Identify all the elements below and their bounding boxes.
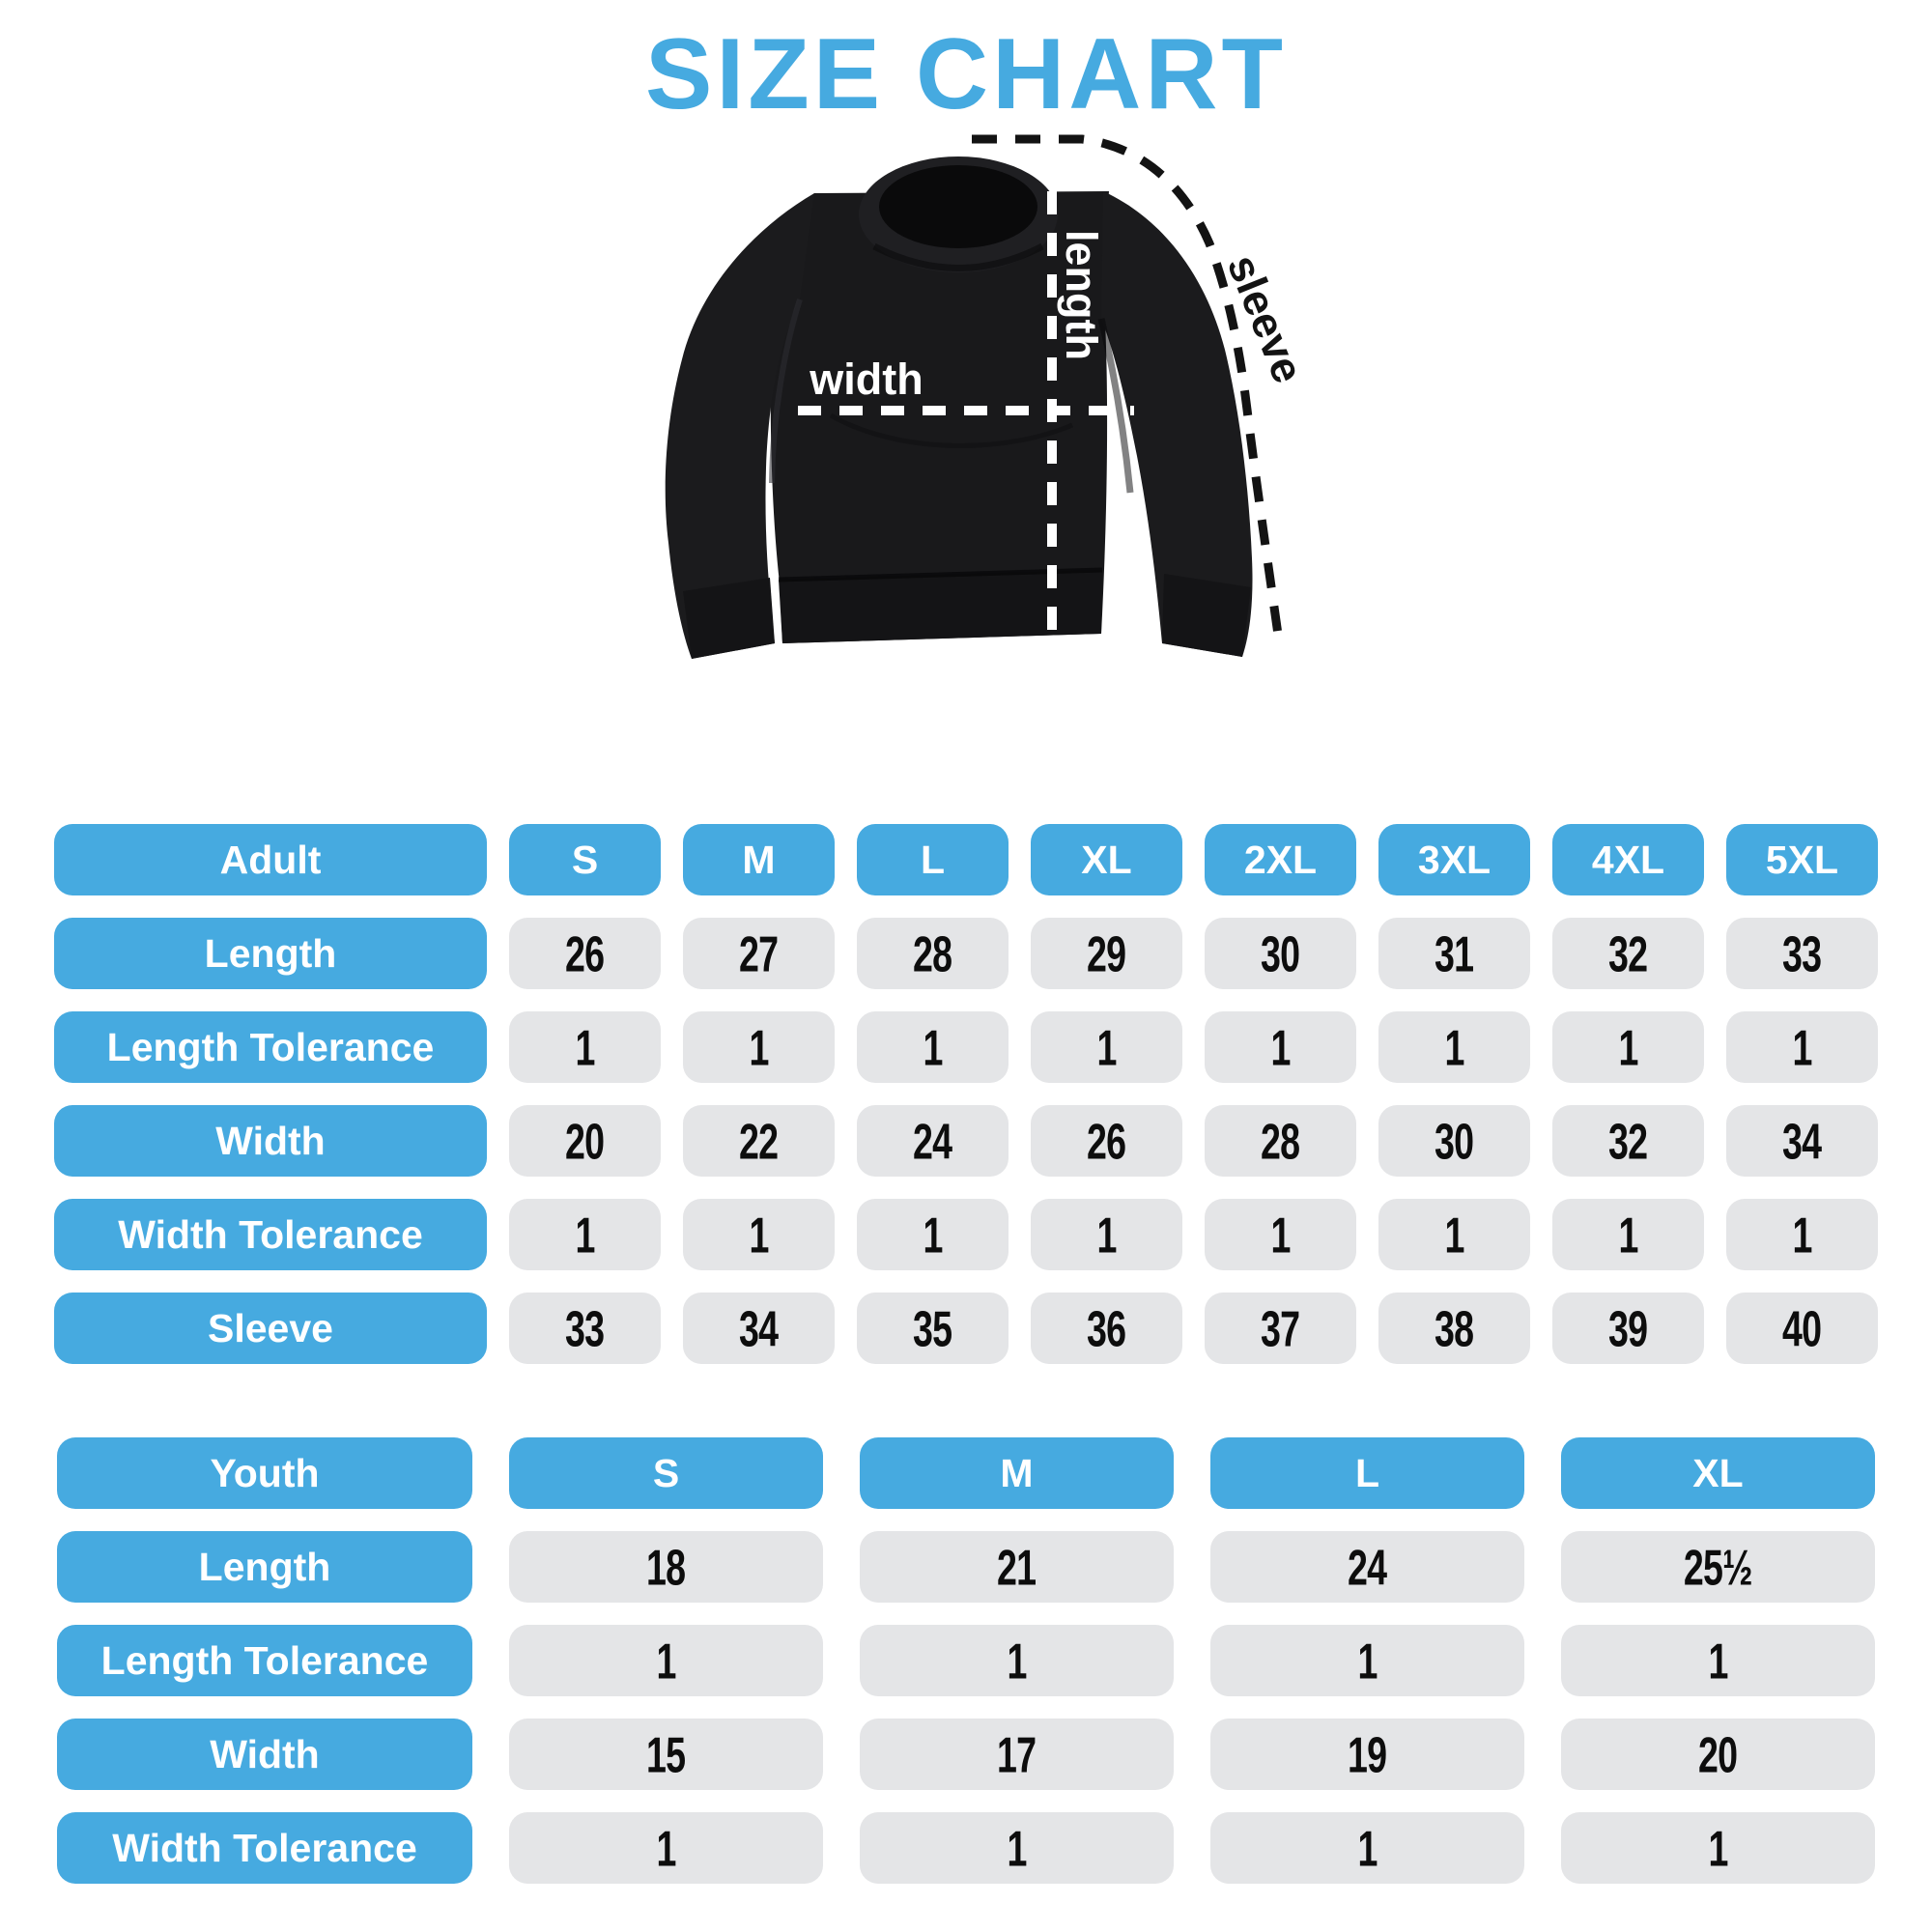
row-label: Width	[54, 1105, 487, 1177]
row-label: Width Tolerance	[57, 1812, 472, 1884]
row-label: Youth	[57, 1437, 472, 1509]
row-label: Width Tolerance	[54, 1199, 487, 1270]
value-cell: 33	[1726, 918, 1878, 989]
size-header-cell: 5XL	[1726, 824, 1878, 895]
value-cell: 19	[1210, 1719, 1524, 1790]
row-label: Sleeve	[54, 1293, 487, 1364]
value-cell: 40	[1726, 1293, 1878, 1364]
value-cell: 35	[857, 1293, 1009, 1364]
width-label: width	[810, 355, 923, 404]
table-row	[54, 1011, 1878, 1083]
value-cell: 20	[1561, 1719, 1875, 1790]
table-row	[54, 918, 1878, 989]
size-header-cell: S	[509, 824, 661, 895]
row-label: Length	[54, 918, 487, 989]
sleeve-label: sleeve	[1217, 247, 1314, 390]
value-cell: 20	[509, 1105, 661, 1177]
size-header-cell: 3XL	[1378, 824, 1530, 895]
row-label: Length Tolerance	[57, 1625, 472, 1696]
value-cell: 1	[1552, 1199, 1704, 1270]
adult-size-table	[54, 824, 1878, 1386]
row-label: Width	[57, 1719, 472, 1790]
value-cell: 37	[1205, 1293, 1356, 1364]
size-header-cell: XL	[1561, 1437, 1875, 1509]
value-cell: 1	[1726, 1199, 1878, 1270]
value-cell: 1	[1031, 1011, 1182, 1083]
value-cell: 21	[860, 1531, 1174, 1603]
value-cell: 15	[509, 1719, 823, 1790]
table-row	[54, 824, 1878, 895]
value-cell: 25½	[1561, 1531, 1875, 1603]
value-cell: 22	[683, 1105, 835, 1177]
size-header-cell: 4XL	[1552, 824, 1704, 895]
size-header-cell: 2XL	[1205, 824, 1356, 895]
value-cell: 17	[860, 1719, 1174, 1790]
sweatshirt-illustration	[666, 156, 1253, 659]
value-cell: 1	[1378, 1199, 1530, 1270]
value-cell: 18	[509, 1531, 823, 1603]
length-label: length	[1057, 230, 1106, 360]
value-cell: 1	[857, 1011, 1009, 1083]
value-cell: 1	[1378, 1011, 1530, 1083]
value-cell: 1	[1031, 1199, 1182, 1270]
value-cell: 1	[1552, 1011, 1704, 1083]
value-cell: 1	[1210, 1625, 1524, 1696]
table-row	[57, 1531, 1875, 1603]
value-cell: 1	[509, 1199, 661, 1270]
row-label: Length	[57, 1531, 472, 1603]
value-cell: 1	[857, 1199, 1009, 1270]
table-row	[57, 1719, 1875, 1790]
value-cell: 33	[509, 1293, 661, 1364]
sweatshirt-diagram	[570, 87, 1343, 691]
value-cell: 28	[857, 918, 1009, 989]
value-cell: 24	[857, 1105, 1009, 1177]
row-label: Length Tolerance	[54, 1011, 487, 1083]
value-cell: 30	[1378, 1105, 1530, 1177]
size-header-cell: L	[1210, 1437, 1524, 1509]
table-row	[57, 1625, 1875, 1696]
table-row	[54, 1199, 1878, 1270]
table-row	[57, 1812, 1875, 1884]
value-cell: 1	[1561, 1812, 1875, 1884]
size-header-cell: M	[683, 824, 835, 895]
value-cell: 34	[683, 1293, 835, 1364]
value-cell: 38	[1378, 1293, 1530, 1364]
value-cell: 1	[509, 1625, 823, 1696]
value-cell: 24	[1210, 1531, 1524, 1603]
size-header-cell: S	[509, 1437, 823, 1509]
value-cell: 29	[1031, 918, 1182, 989]
value-cell: 26	[1031, 1105, 1182, 1177]
value-cell: 32	[1552, 1105, 1704, 1177]
value-cell: 1	[509, 1011, 661, 1083]
value-cell: 1	[1561, 1625, 1875, 1696]
size-header-cell: XL	[1031, 824, 1182, 895]
value-cell: 26	[509, 918, 661, 989]
value-cell: 27	[683, 918, 835, 989]
value-cell: 31	[1378, 918, 1530, 989]
value-cell: 32	[1552, 918, 1704, 989]
value-cell: 34	[1726, 1105, 1878, 1177]
value-cell: 1	[1205, 1011, 1356, 1083]
value-cell: 1	[1210, 1812, 1524, 1884]
value-cell: 30	[1205, 918, 1356, 989]
table-row	[54, 1293, 1878, 1364]
table-row	[57, 1437, 1875, 1509]
value-cell: 1	[683, 1011, 835, 1083]
value-cell: 1	[1205, 1199, 1356, 1270]
page-title: SIZE CHART	[645, 18, 1287, 130]
value-cell: 39	[1552, 1293, 1704, 1364]
value-cell: 1	[509, 1812, 823, 1884]
value-cell: 36	[1031, 1293, 1182, 1364]
value-cell: 1	[860, 1812, 1174, 1884]
size-header-cell: M	[860, 1437, 1174, 1509]
row-label: Adult	[54, 824, 487, 895]
youth-size-table	[57, 1437, 1875, 1906]
value-cell: 1	[860, 1625, 1174, 1696]
value-cell: 28	[1205, 1105, 1356, 1177]
size-header-cell: L	[857, 824, 1009, 895]
value-cell: 1	[1726, 1011, 1878, 1083]
table-row	[54, 1105, 1878, 1177]
value-cell: 1	[683, 1199, 835, 1270]
